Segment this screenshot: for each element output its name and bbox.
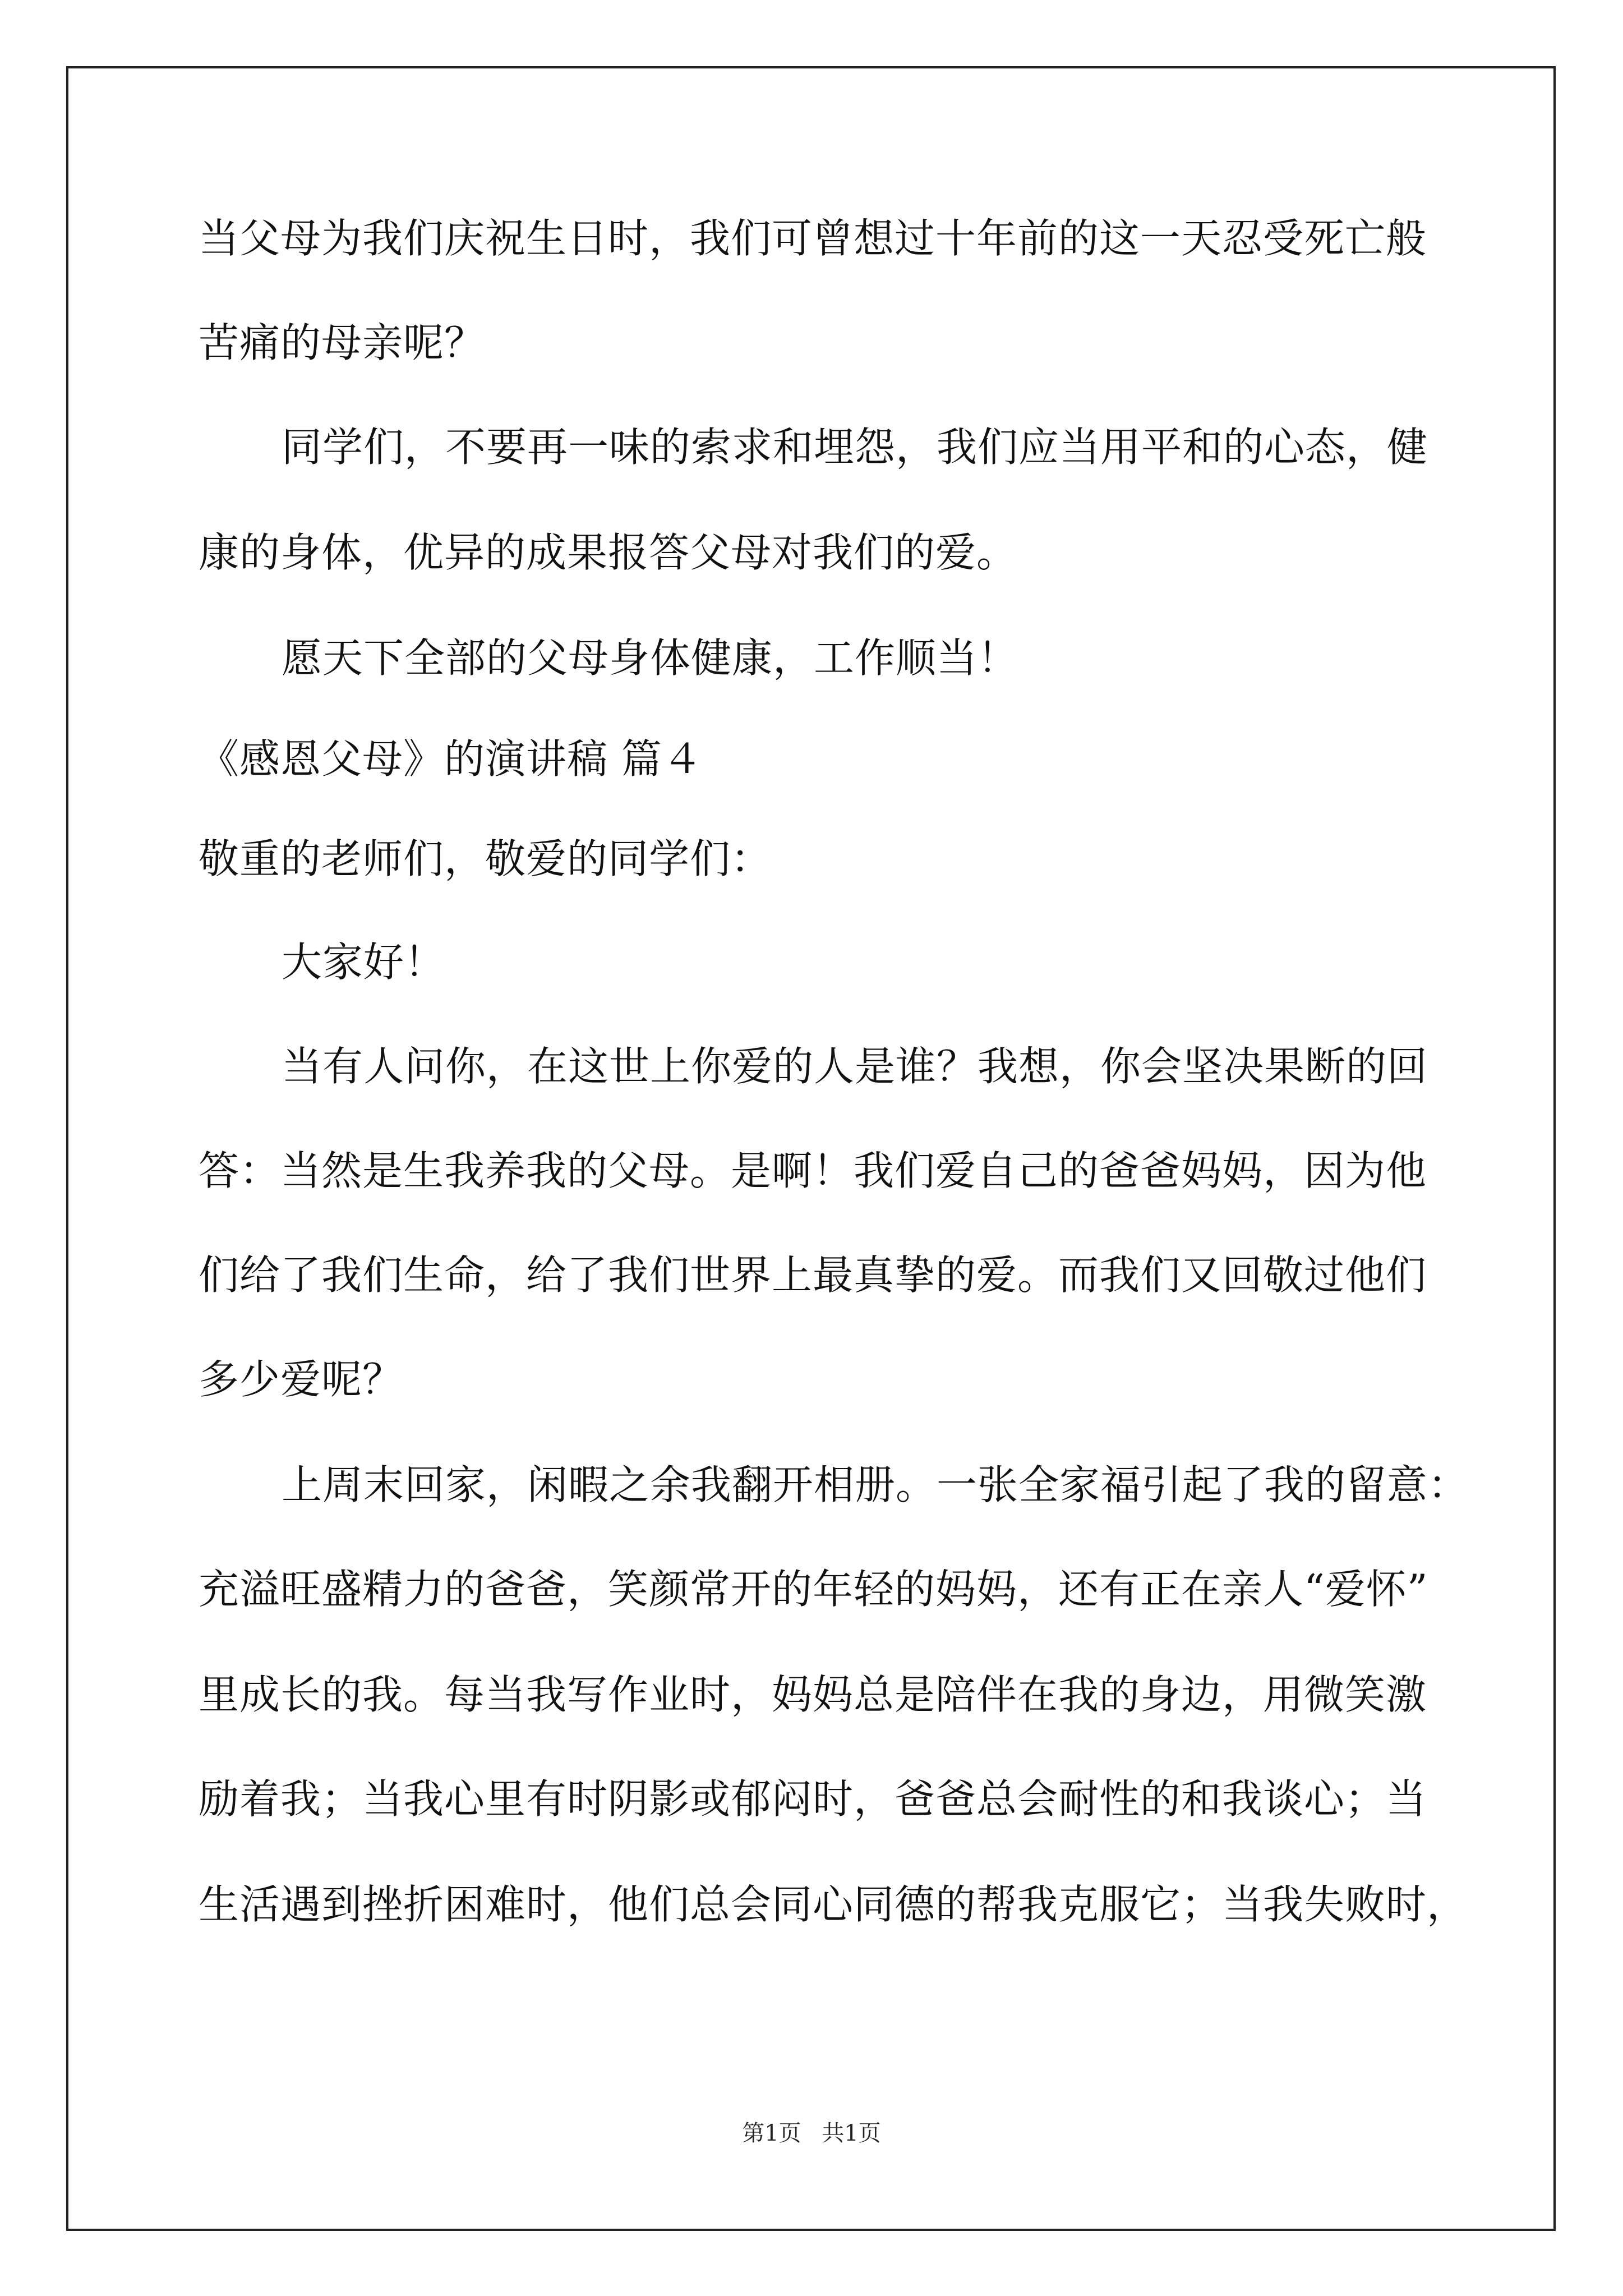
page-count: 共1页: [822, 2120, 881, 2146]
paragraph-line: 当父母为我们庆祝生日时，我们可曾想过十年前的这一天忍受死亡般: [199, 215, 1427, 262]
paragraph-line: 多少爱呢？: [199, 1356, 404, 1403]
paragraph-line: 上周末回家，闲暇之余我翻开相册。一张全家福引起了我的留意：: [282, 1461, 1469, 1508]
paragraph-line: 当有人问你，在这世上你爱的人是谁？我想，你会坚决果断的回: [282, 1043, 1428, 1090]
paragraph-line: 苦痛的母亲呢？: [199, 319, 486, 366]
paragraph-line: 康的身体，优异的成果报答父母对我们的爱。: [199, 529, 1018, 576]
paragraph-line: 愿天下全部的父母身体健康，工作顺当！: [282, 634, 1019, 682]
paragraph-line: 里成长的我。每当我写作业时，妈妈总是陪伴在我的身边，用微笑激: [199, 1671, 1427, 1718]
paragraph-line: 充溢旺盛精力的爸爸，笑颜常开的年轻的妈妈，还有正在亲人“爱怀”: [199, 1566, 1428, 1613]
paragraph-line: 励着我；当我心里有时阴影或郁闷时，爸爸总会耐性的和我谈心；当: [199, 1775, 1427, 1823]
paragraph-line: 们给了我们生命，给了我们世界上最真挚的爱。而我们又回敬过他们: [199, 1251, 1427, 1299]
section-heading: 《感恩父母》的演讲稿 篇４: [199, 735, 703, 783]
paragraph-line: 生活遇到挫折困难时，他们总会同心同德的帮我克服它；当我失败时，: [199, 1881, 1468, 1928]
paragraph-line: 同学们，不要再一味的索求和埋怨，我们应当用平和的心态，健: [282, 424, 1428, 471]
page-footer: [0, 2119, 1623, 2147]
greeting: 大家好！: [282, 938, 446, 986]
salutation: 敬重的老师们，敬爱的同学们：: [199, 835, 772, 882]
page-number: 第1页: [742, 2120, 801, 2146]
paragraph-line: 答：当然是生我养我的父母。是啊！我们爱自己的爸爸妈妈，因为他: [199, 1147, 1427, 1194]
